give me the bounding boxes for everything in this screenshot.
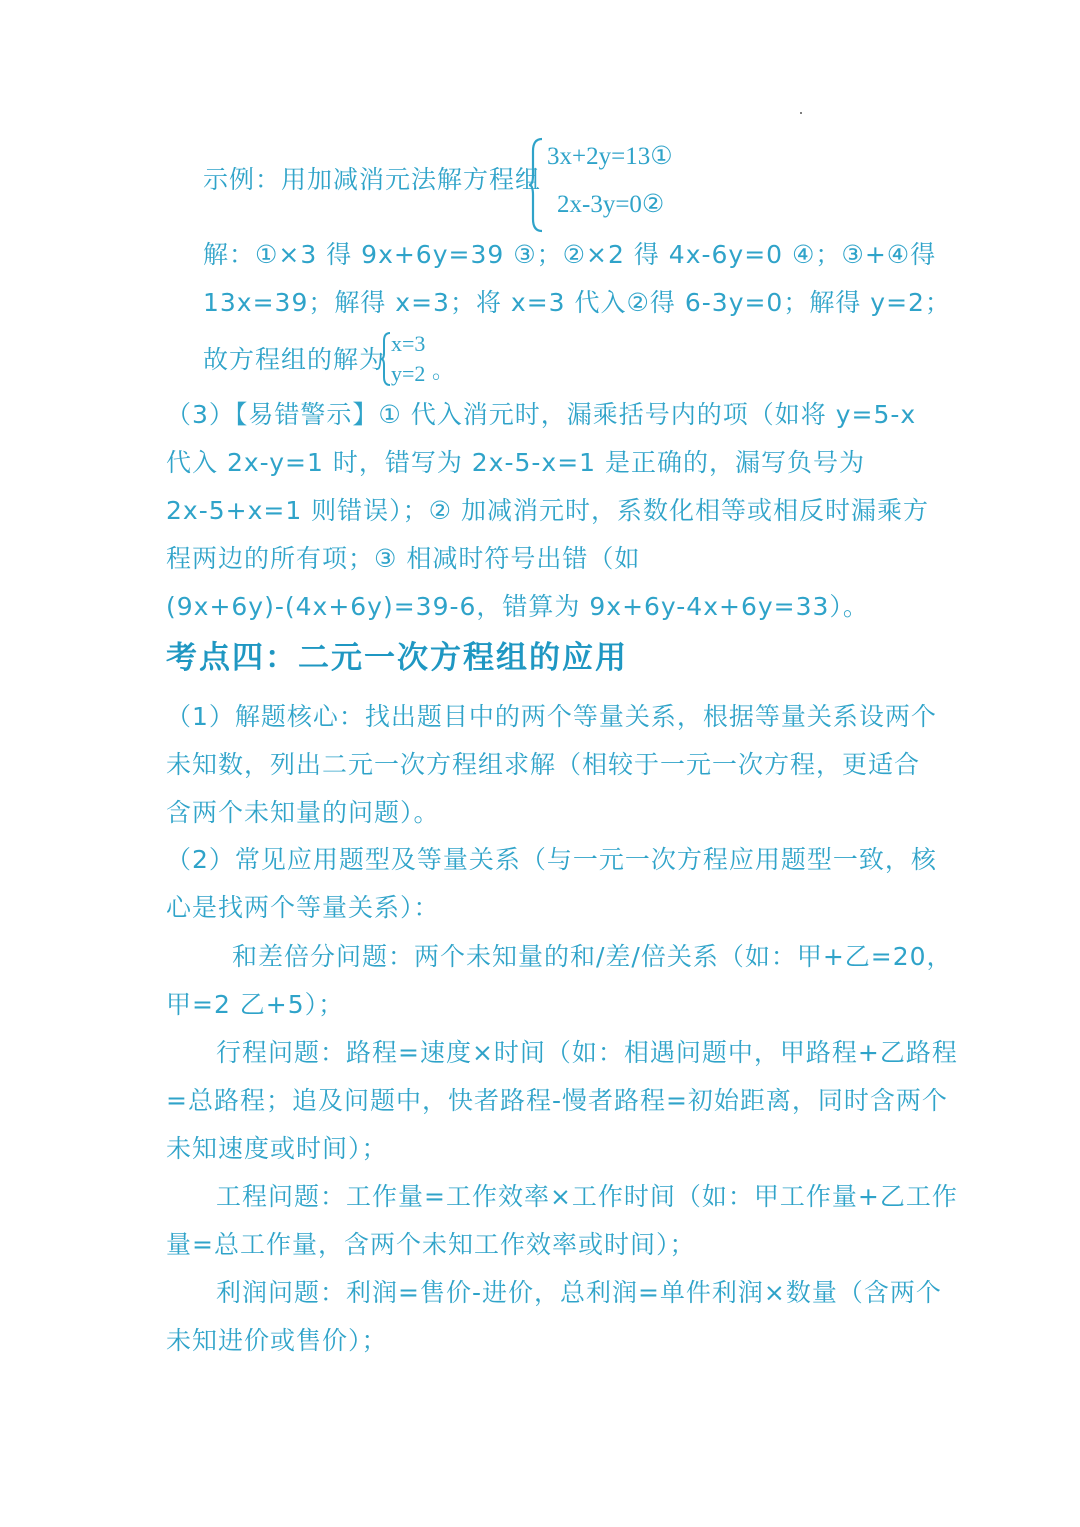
equation-1: 3x+2y=13① [547, 143, 673, 170]
solution-line-2: 13x=39；解得 x=3；将 x=3 代入②得 6-3y=0；解得 y=2； [203, 288, 951, 317]
work-line-1: 工程问题：工作量=工作效率×工作时间（如：甲工作量+乙工作 [216, 1182, 958, 1211]
solution-y: y=2 [391, 361, 426, 386]
types-line-2: 心是找两个等量关系）： [166, 893, 440, 922]
equation-2: 2x-3y=0② [557, 191, 665, 218]
core-line-3: 含两个未知量的问题）。 [166, 798, 440, 827]
sum-diff-line-1: 和差倍分问题：两个未知量的和/差/倍关系（如：甲+乙=20， [232, 942, 953, 971]
travel-line-3: 未知速度或时间）； [166, 1134, 388, 1163]
travel-line-1: 行程问题：路程=速度×时间（如：相遇问题中，甲路程+乙路程 [216, 1038, 958, 1067]
sum-diff-line-2: 甲=2 乙+5）； [166, 990, 345, 1019]
types-line-1: （2）常见应用题型及等量关系（与一元一次方程应用题型一致，核 [166, 845, 937, 874]
errors-line-3: 2x-5+x=1 则错误）；② 加减消元时，系数化相等或相反时漏乘方 [166, 496, 930, 525]
errors-line-2: 代入 2x-y=1 时，错写为 2x-5-x=1 是正确的，漏写负号为 [166, 448, 866, 477]
section-heading: 考点四：二元一次方程组的应用 [166, 640, 628, 676]
profit-line-2: 未知进价或售价）； [166, 1326, 388, 1355]
errors-line-4: 程两边的所有项；③ 相减时符号出错（如 [166, 544, 641, 573]
example-prefix: 示例：用加减消元法解方程组 [203, 165, 542, 194]
solution-period: 。 [432, 358, 455, 383]
scan-speck [800, 112, 802, 114]
profit-line-1: 利润问题：利润=售价-进价，总利润=单件利润×数量（含两个 [216, 1278, 942, 1307]
work-line-2: 量=总工作量，含两个未知工作效率或时间）； [166, 1230, 696, 1259]
travel-line-2: =总路程；追及问题中，快者路程-慢者路程=初始距离，同时含两个 [166, 1086, 948, 1115]
errors-line-1: （3）【易错警示】① 代入消元时，漏乘括号内的项（如将 y=5-x [166, 400, 917, 429]
solution-x: x=3 [391, 331, 426, 356]
system-brace [528, 137, 544, 233]
core-line-2: 未知数，列出二元一次方程组求解（相较于一元一次方程，更适合 [166, 750, 921, 779]
solution-line-3-prefix: 故方程组的解为 [203, 345, 386, 374]
solution-line-1: 解：①×3 得 9x+6y=39 ③；②×2 得 4x-6y=0 ④；③+④得 [203, 240, 937, 269]
errors-line-5: (9x+6y)-(4x+6y)=39-6，错算为 9x+6y-4x+6y=33）。 [166, 592, 869, 621]
core-line-1: （1）解题核心：找出题目中的两个等量关系，根据等量关系设两个 [166, 702, 937, 731]
